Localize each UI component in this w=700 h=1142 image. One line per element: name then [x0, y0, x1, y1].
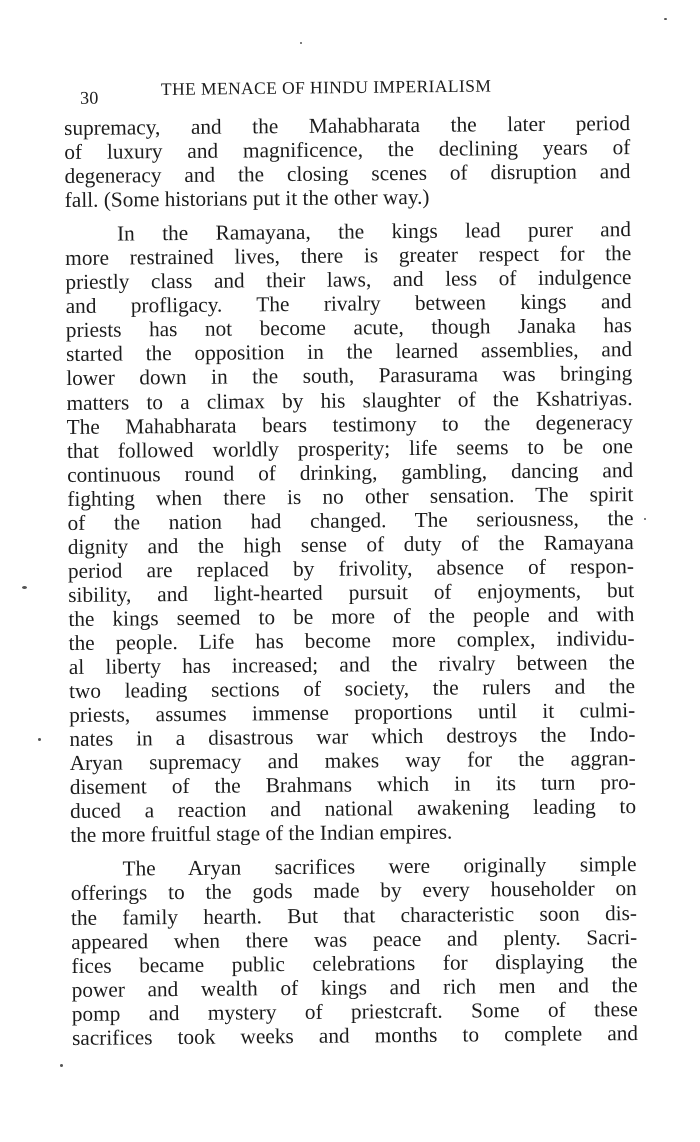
- scan-speck: [60, 1064, 63, 1067]
- text-line: In the Ramayana, the kings lead purer and: [116, 217, 632, 246]
- text-line: and profligacy. The rivalry between kings and: [65, 289, 632, 319]
- scan-speck: [300, 42, 302, 44]
- text-line: of luxury and magnificence, the declining years of: [64, 135, 631, 165]
- text-line: Aryan supremacy and makes way for the aggran-: [69, 746, 636, 776]
- running-title: THE MENACE OF HINDU IMPERIALISM: [160, 75, 492, 99]
- scan-speck: [664, 18, 667, 20]
- text-line: the family hearth. But that characteristic soon dis-: [70, 900, 638, 930]
- text-line: fighting when there is no other sensation. The spirit: [67, 481, 634, 511]
- text-line: dignity and the high sense of duty of the Ramayana: [67, 529, 634, 559]
- text-line: sacrifices took weeks and months to complete and: [71, 1020, 639, 1050]
- text-line: sibility, and light-hearted pursuit of enjoyments, but: [68, 577, 635, 607]
- text-line: fices became public celebrations for displaying the: [71, 948, 638, 978]
- text-line: continuous round of drinking, gambling, dancing and: [67, 457, 634, 487]
- scan-speck: [38, 738, 41, 741]
- text-line: duced a reaction and national awakening leading to: [69, 794, 637, 824]
- running-header: [64, 70, 630, 106]
- paragraph: [64, 111, 631, 212]
- text-line: power and wealth of kings and rich men and the: [71, 972, 638, 1002]
- text-line: priestly class and their laws, and less of indulgence: [65, 265, 632, 295]
- text-line: the people. Life has become more complex, individu-: [68, 626, 635, 655]
- text-line: matters to a climax by his slaughter of the Kshatriyas.: [66, 385, 633, 415]
- paragraph: [70, 852, 638, 1049]
- paragraph: [65, 217, 636, 847]
- text-line: priests, assumes immense proportions until it culmi-: [69, 698, 636, 728]
- text-line: the more fruitful stage of the Indian empires.: [70, 819, 453, 848]
- text-line: disement of the Brahmans which in its turn pro-: [69, 770, 636, 800]
- text-line: appeared when there was peace and plenty. Sacri-: [71, 924, 638, 954]
- text-line: The Mahabharata bears testimony to the degeneracy: [66, 409, 633, 439]
- body-text: [64, 111, 638, 1050]
- page-number: 30: [79, 87, 99, 108]
- text-line: al liberty has increased; and the rivalry between the: [68, 650, 635, 680]
- text-line: The Aryan sacrifices were originally simple: [122, 852, 637, 881]
- scan-speck: [644, 518, 646, 520]
- text-line: supremacy, and the Mahabharata the later period: [64, 111, 631, 140]
- text-line: the kings seemed to be more of the people and with: [68, 601, 635, 631]
- text-line: started the opposition in the learned assemblies, and: [65, 337, 633, 367]
- text-line: pomp and mystery of priestcraft. Some of these: [71, 996, 638, 1026]
- text-line: offerings to the gods made by every householder on: [70, 876, 637, 906]
- text-line: priests has not become acute, though Janaka has: [65, 313, 632, 343]
- text-line: fall. (Some historians put it the other way.): [64, 184, 430, 213]
- scan-speck: [22, 586, 27, 589]
- text-line: more restrained lives, there is greater respect for the: [65, 241, 632, 271]
- text-line: degeneracy and the closing scenes of disruption and: [64, 159, 631, 189]
- text-line: that followed worldly prosperity; life seems to be one: [66, 433, 634, 463]
- text-line: of the nation had changed. The seriousness, the: [67, 505, 634, 535]
- text-line: two leading sections of society, the rulers and the: [68, 674, 636, 704]
- text-line: nates in a disastrous war which destroys the Indo-: [69, 722, 636, 752]
- book-page: [64, 75, 639, 1050]
- text-line: period are replaced by frivolity, absence of respon-: [67, 553, 635, 583]
- text-line: lower down in the south, Parasurama was bringing: [66, 361, 633, 391]
